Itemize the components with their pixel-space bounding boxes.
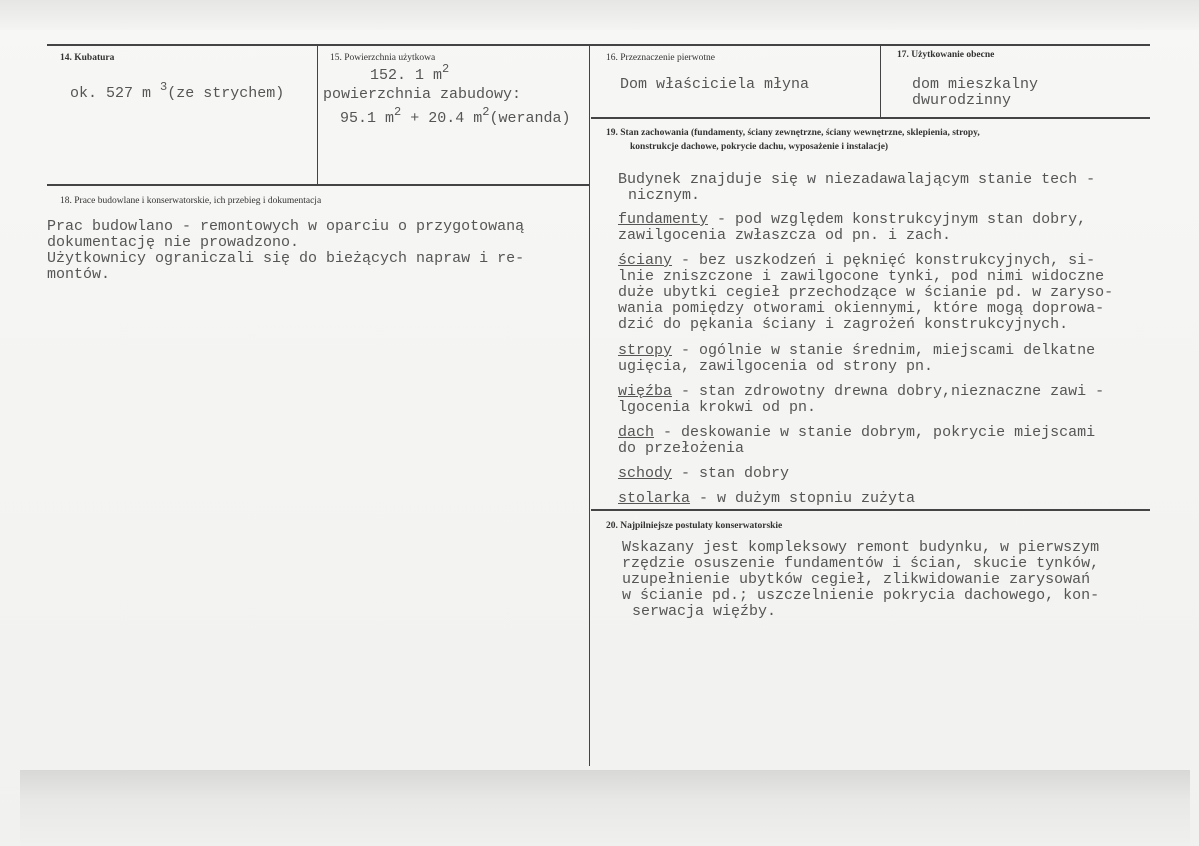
scan-bottom-shadow xyxy=(20,770,1190,846)
truss-key: więźba xyxy=(618,383,673,400)
state-joinery xyxy=(618,491,915,507)
ceilings-text: - ogólnie w stanie średnim, miejscami delkatne xyxy=(672,342,1096,359)
state-ceilings-2: ugięcia, zawilgocenia od strony pn. xyxy=(618,358,934,375)
current-use-line-2: dwurodzinny xyxy=(912,92,1012,109)
top-rule xyxy=(47,44,1150,46)
works-line-4: montów. xyxy=(47,266,111,283)
usable-area-text: 152. 1 m xyxy=(370,67,443,84)
built-area-sup-2: 2 xyxy=(482,105,490,119)
divider-16-17 xyxy=(880,44,881,117)
walls-text: - bez uszkodzeń i pęknięć konstrukcyjnych, si- xyxy=(672,252,1096,269)
divider-15-16 xyxy=(589,44,590,766)
state-walls-3: duże ubytki cegieł przechodzące w ścianie pd. w zaryso- xyxy=(618,284,1114,301)
roof-text: - deskowanie w stanie dobrym, pokrycie miejscami xyxy=(654,424,1096,441)
rule-above-18 xyxy=(47,184,589,186)
usable-area-sup: 2 xyxy=(442,62,450,76)
postulates-line-5: serwacja więźby. xyxy=(632,603,777,620)
field-15-label: 15. Powierzchnia użytkowa xyxy=(330,53,436,63)
built-area-value xyxy=(340,105,571,127)
walls-key: ściany xyxy=(618,252,673,269)
foundations-key: fundamenty xyxy=(618,211,709,228)
built-area-note: (weranda) xyxy=(489,110,571,127)
built-area-extra: + 20.4 m xyxy=(401,110,483,127)
field-16-label: 16. Przeznaczenie pierwotne xyxy=(606,53,715,63)
state-walls-2: lnie zniszczone i zawilgocone tynki, pod nimi widoczne xyxy=(618,268,1105,285)
state-roof-1 xyxy=(618,425,1095,441)
state-walls-4: wania pomiędzy otworami okiennymi, które mogą doprowa- xyxy=(618,300,1105,317)
postulates-line-3: uzupełnienie ubytków cegieł, zlikwidowanie zarysowań xyxy=(622,571,1091,588)
state-truss-1 xyxy=(618,384,1104,400)
stairs-text: - stan dobry xyxy=(672,465,790,482)
scan-top-shadow xyxy=(0,0,1199,30)
current-use-line-1: dom mieszkalny xyxy=(912,76,1039,93)
works-line-2: dokumentację nie prowadzono. xyxy=(47,234,300,251)
rule-above-19 xyxy=(591,117,1150,119)
roof-key: dach xyxy=(618,424,655,441)
divider-14-15 xyxy=(317,44,318,184)
field-14-value xyxy=(70,80,285,102)
stairs-key: schody xyxy=(618,465,673,482)
field-14-label: 14. Kubatura xyxy=(60,53,115,63)
joinery-key: stolarka xyxy=(618,490,691,507)
state-intro-2: nicznym. xyxy=(628,187,701,204)
rule-above-20 xyxy=(591,509,1150,511)
ceilings-key: stropy xyxy=(618,342,673,359)
usable-area-value xyxy=(370,62,450,84)
works-line-3: Użytkownicy ograniczali się do bieżących napraw i re- xyxy=(47,250,525,267)
foundations-text: - pod względem konstrukcyjnym stan dobry, xyxy=(708,211,1087,228)
state-ceilings-1 xyxy=(618,343,1095,359)
state-walls-5: dzić do pękania ściany i zagrożeń konstrukcyjnych. xyxy=(618,316,1069,333)
truss-text: - stan zdrowotny drewna dobry,nieznaczne zawi - xyxy=(672,383,1105,400)
field-17-label: 17. Użytkowanie obecne xyxy=(897,50,995,60)
built-area-sup-1: 2 xyxy=(394,105,402,119)
state-truss-2: lgocenia krokwi od pn. xyxy=(618,399,817,416)
field-18-label: 18. Prace budowlane i konserwatorskie, ich przebieg i dokumentacja xyxy=(60,196,322,206)
postulates-line-1: Wskazany jest kompleksowy remont budynku, w pierwszym xyxy=(622,539,1100,556)
postulates-line-4: w ścianie pd.; uszczelnienie pokrycia dachowego, kon- xyxy=(622,587,1100,604)
cubature-note: (ze strychem) xyxy=(167,85,285,102)
works-line-1: Prac budowlano - remontowych w oparciu o przygotowaną xyxy=(47,218,525,235)
original-purpose-value: Dom właściciela młyna xyxy=(620,76,810,93)
state-stairs xyxy=(618,466,789,482)
built-area-main: 95.1 m xyxy=(340,110,395,127)
built-area-label: powierzchnia zabudowy: xyxy=(323,86,522,103)
state-walls-1 xyxy=(618,253,1095,269)
cubature-value: ok. 527 m xyxy=(70,85,161,102)
joinery-text: - w dużym stopniu zużyta xyxy=(690,490,916,507)
field-19-label-2: konstrukcje dachowe, pokrycie dachu, wyposażenie i instalacje) xyxy=(630,142,889,152)
cubature-unit-sup: 3 xyxy=(160,80,168,94)
state-roof-2: do przełożenia xyxy=(618,440,745,457)
field-19-label-1: 19. Stan zachowania (fundamenty, ściany zewnętrzne, ściany wewnętrzne, sklepienia, stropy, xyxy=(606,128,980,138)
state-foundations-2: zawilgocenia zwłaszcza od pn. i zach. xyxy=(618,227,952,244)
state-intro-1: Budynek znajduje się w niezadawalającym stanie tech - xyxy=(618,171,1096,188)
field-20-label: 20. Najpilniejsze postulaty konserwatorskie xyxy=(606,521,783,531)
postulates-line-2: rzędzie osuszenie fundamentów i ścian, skucie tynków, xyxy=(622,555,1100,572)
state-foundations-1 xyxy=(618,212,1086,228)
